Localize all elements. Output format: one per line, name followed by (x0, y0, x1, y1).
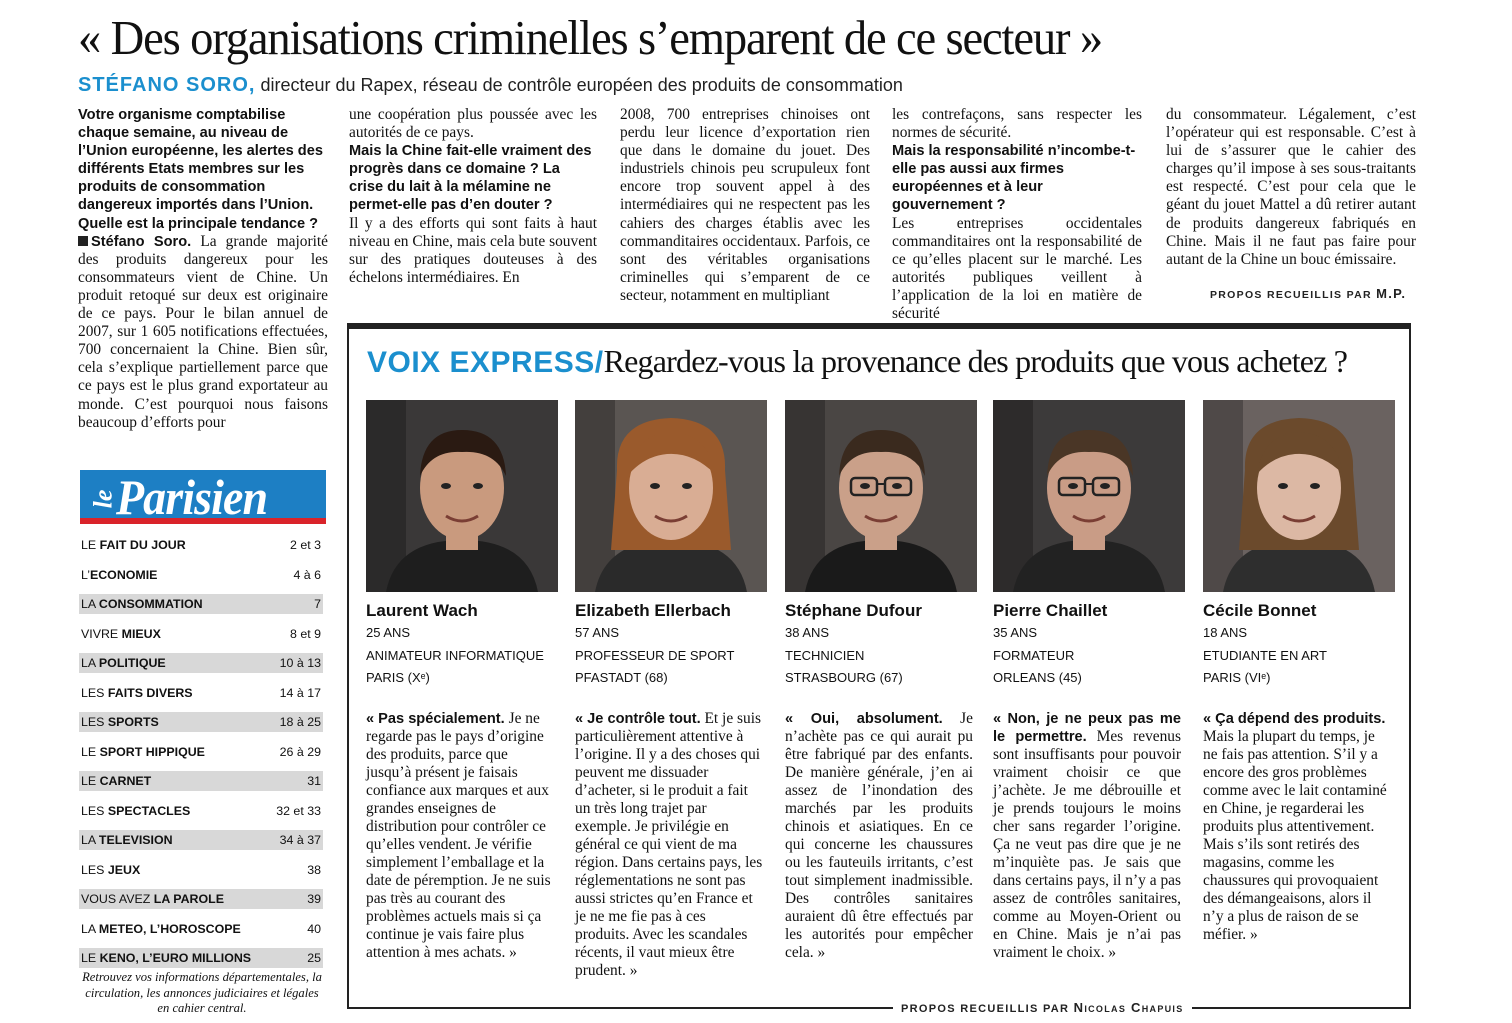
toc-label (81, 683, 193, 703)
toc-label-bold: MIEUX (121, 626, 161, 641)
toc-label-bold: SPORTS (107, 715, 159, 729)
toc-row (77, 860, 325, 890)
toc-label-bold: CARNET (99, 774, 152, 788)
quote-lead: « Pas spécialement. (366, 711, 505, 727)
toc-label (81, 830, 173, 850)
toc-label-bold: FAITS DIVERS (107, 685, 193, 700)
article-column-5 (1166, 106, 1416, 269)
article-credit (1210, 286, 1406, 301)
toc-row-inner (79, 742, 323, 762)
portrait-photo (785, 400, 977, 592)
toc-label-prefix: LE (81, 774, 100, 788)
toc-row (77, 771, 325, 801)
byline-role: directeur du Rapex, réseau de contrôle européen des produits de consommation (260, 75, 903, 95)
person-name: Stéphane Dufour (785, 601, 922, 620)
toc-page: 40 (307, 921, 321, 936)
quote-text: Je n’achète pas ce qui aurait pu être fabriqué par des enfants. De manière générale, j’en ai assez de l’inondation des marchés par les produits chinois et asiatiques. En ce qui concerne les chaussures ou les fauteuils irritants, c’est tout simplement inadmissible. Des contrôles sanitaires auraient dû être effectués par les autorités pour empêcher cela. » (785, 710, 973, 961)
person-age: 18 ANS (1203, 625, 1248, 640)
vox-credit (893, 1000, 1192, 1015)
toc-row-inner (79, 653, 323, 673)
toc-label (81, 948, 251, 968)
toc-page: 8 et 9 (289, 626, 321, 641)
vox-credit-prefix: PROPOS RECUEILLIS PAR (901, 1003, 1070, 1015)
logo-word: Parisien (116, 470, 268, 524)
toc-label (81, 742, 205, 762)
toc-label (81, 771, 151, 791)
toc-label-prefix: LA (81, 656, 99, 670)
person-quote (993, 710, 1181, 962)
toc-label (81, 535, 186, 555)
toc-row (77, 683, 325, 713)
person-city: PARIS (VIᵉ) (1203, 670, 1271, 685)
toc-row (77, 712, 325, 742)
toc-row-inner (79, 712, 323, 732)
vox-person (366, 400, 558, 961)
toc-page: 31 (307, 774, 321, 788)
toc-label-prefix: VOUS AVEZ (81, 892, 154, 906)
toc-page: 4 à 6 (293, 567, 321, 582)
toc-label (81, 565, 157, 585)
byline (78, 74, 903, 97)
toc-page: 18 à 25 (279, 715, 321, 729)
toc-label-prefix: LES (81, 685, 108, 700)
le-parisien-logo (80, 470, 326, 524)
portrait-photo (575, 400, 767, 592)
toc-label-prefix: LES (81, 803, 108, 818)
toc-label (81, 712, 159, 732)
person-age: 38 ANS (785, 625, 830, 640)
person-job: ANIMATEUR INFORMATIQUE (366, 647, 544, 663)
toc-label-prefix: LE (81, 744, 100, 759)
toc-row-inner (79, 535, 323, 555)
toc-label-prefix: LES (81, 715, 108, 729)
toc-row (77, 535, 325, 565)
quote-text: Mais la plupart du temps, je ne fais pas attention. S’il y a encore des gros problèmes comme avec le lait contaminé en Chine, je regarderai les produits plus attentivement. Mais s’ils sont retirés des magasins, comme les chaussures qui provoquaient des démangeaisons, alors il n’y a plus de raison de se méfier. » (1203, 728, 1387, 943)
vox-credit-name: Nicolas Chapuis (1073, 1000, 1184, 1015)
square-bullet-icon (78, 236, 88, 246)
toc-label-prefix: LE (81, 538, 100, 552)
person-city: ORLEANS (45) (993, 670, 1082, 685)
article-credit-prefix: PROPOS RECUEILLIS PAR (1210, 289, 1372, 301)
vox-person (785, 400, 977, 961)
voix-express-label: VOIX EXPRESS/ (367, 346, 604, 379)
answer-2-continued: 2008, 700 entreprises chinoises ont perdu leur licence d’exportation rien que dans le domaine du jouet. Des industriels chinois peu scrupuleux font encore trop souvent appel à des intermédiaires qui ne respectent pas les cahiers des charges établis avec les commanditaires occidentaux. Parfois, ce sont des véritables organisations criminelles qui s’emparent de ce secteur, notamment en multipliant (620, 106, 870, 304)
toc-label (81, 801, 190, 821)
person-quote (1203, 710, 1391, 944)
toc-label (81, 594, 203, 614)
vox-person (575, 400, 767, 979)
person-city: PARIS (Xᵉ) (366, 670, 430, 685)
person-name: Laurent Wach (366, 601, 478, 620)
voix-express-question: Regardez-vous la provenance des produits que vous achetez ? (603, 343, 1348, 379)
toc-page: 39 (307, 892, 321, 906)
toc-page: 7 (314, 597, 321, 611)
quote-text: Et je suis particulièrement attentive à l’origine. Il y a des choses qui peuvent me dissuader d’acheter, si le produit a fait un très long trajet par exemple. Je privilégie en général ce qui vient de ma région. Dans certains pays, les réglementations ne sont pas aussi strictes qu’en France et je ne me fie pas à ces produits. Avec les scandales récents, il vaut mieux être prudent. » (575, 710, 763, 979)
toc-page: 14 à 17 (279, 685, 321, 700)
toc-label-prefix: LA (81, 833, 99, 847)
person-job: ETUDIANTE EN ART (1203, 647, 1328, 663)
vox-person (1203, 400, 1395, 943)
article-column-4 (892, 106, 1142, 323)
toc-row-inner (79, 889, 323, 909)
toc-page: 2 et 3 (289, 538, 321, 552)
person-age: 35 ANS (993, 625, 1038, 640)
toc-label (81, 889, 224, 909)
toc-label-bold: JEUX (107, 862, 141, 877)
toc-label-bold: LA PAROLE (153, 892, 224, 906)
toc-row-inner (79, 594, 323, 614)
toc-label-prefix: LES (81, 862, 108, 877)
answer-2-end: les contrefaçons, sans respecter les normes de sécurité. (892, 106, 1142, 142)
quote-text: Je ne regarde pas le pays d’origine des produits, parce que jusqu’à présent je faisais confiance aux marques et aux grandes enseignes de distribution pour contrôler ce qu’elles vendent. Je vérifie simplement l’emballage et la date de péremption. Je ne suis pas très au courant des problèmes actuels mais si ça continue je vais faire plus attention à mes achats. » (366, 710, 551, 961)
question-2: Mais la Chine fait-elle vraiment des progrès dans ce domaine ? La crise du lait à la mélamine ne permet-elle pas d’en douter ? (349, 143, 592, 214)
answer-1 (78, 233, 328, 432)
toc-label-prefix: L’ (81, 567, 90, 582)
byline-name: STÉFANO SORO, (78, 74, 256, 96)
toc-row (77, 889, 325, 919)
toc-label-bold: SPECTACLES (107, 803, 191, 818)
toc-page: 34 à 37 (279, 833, 321, 847)
toc-row (77, 742, 325, 772)
toc-label-bold: TELEVISION (98, 833, 173, 847)
article-credit-name: M.P. (1376, 286, 1407, 301)
toc-label-bold: KENO, L’EURO MILLIONS (99, 951, 252, 965)
toc-row-inner (79, 624, 323, 644)
person-name: Pierre Chaillet (993, 601, 1108, 620)
toc-label-bold: FAIT DU JOUR (99, 538, 186, 552)
toc-row-inner (79, 860, 323, 880)
toc-row (77, 565, 325, 595)
answer-1-text: La grande majorité des produits dangereux pour les consommateurs vient de Chine. Un produit retoqué sur deux est originaire de ce pays. Pour le bilan annuel de 2007, sur 1 605 notifications effectuées, 700 concernaient la Chine. Bien sûr, cela s’explique partiellement parce que ce pays est le plus grand exportateur au monde. C’est pourquoi nous faisons beaucoup d’efforts pour (78, 232, 328, 431)
person-city: PFASTADT (68) (575, 670, 668, 685)
toc-page: 26 à 29 (279, 744, 321, 759)
toc-page: 10 à 13 (279, 656, 321, 670)
question-1: Votre organisme comptabilise chaque semaine, au niveau de l’Union européenne, les alertes des différents Etats membres sur les produits de consommation dangereux importés dans l’Union. Quelle est la principale tendance ? (78, 107, 323, 232)
toc-row-inner (79, 771, 323, 791)
answer-3-continued: du consommateur. Légalement, c’est l’opérateur qui est responsable. C’est à lui de s’assurer que le cahier des charges qu’il impose à ses sous-traitants est respecté. C’est pour cela que le géant du jouet Mattel a dû retirer autant de produits dangereux fabriqués en Chine. Mais il ne faut pas faire pour autant de la Chine un bouc émissaire. (1166, 106, 1416, 268)
toc-page: 32 et 33 (276, 803, 321, 818)
answer-3: Les entreprises occidentales commanditaires ont la responsabilité de ce qu’elles placent sur le marché. Les autorités publiques veillent à l’application de la loi en matière de sécurité (892, 214, 1142, 323)
person-age: 57 ANS (575, 625, 620, 640)
toc-label-bold: POLITIQUE (98, 656, 166, 670)
logo-le: le (88, 489, 118, 509)
article-column-2 (349, 106, 597, 287)
quote-lead: « Ça dépend des produits. (1203, 711, 1386, 727)
toc-label (81, 919, 241, 939)
portrait-photo (366, 400, 558, 592)
toc-label-bold: SPORT HIPPIQUE (99, 744, 205, 759)
portrait-photo (993, 400, 1185, 592)
toc-page: 25 (307, 951, 321, 965)
person-name: Elizabeth Ellerbach (575, 601, 731, 620)
person-quote (575, 710, 763, 980)
person-job: PROFESSEUR DE SPORT (575, 647, 735, 663)
person-quote (366, 710, 554, 962)
toc-label (81, 624, 161, 644)
toc-row-inner (79, 919, 323, 939)
toc-label-bold: ECONOMIE (89, 567, 158, 582)
person-job: FORMATEUR (993, 647, 1075, 663)
person-name: Cécile Bonnet (1203, 601, 1317, 620)
toc-label-bold: CONSOMMATION (98, 597, 203, 611)
toc-label-prefix: LA (81, 597, 99, 611)
article-column-1 (78, 106, 328, 432)
portrait-photo (1203, 400, 1395, 592)
person-job: TECHNICIEN (785, 647, 865, 663)
toc-row (77, 653, 325, 683)
toc-row-inner (79, 830, 323, 850)
voix-express-title (367, 343, 1347, 380)
toc-page: 38 (307, 862, 321, 877)
article-column-3 (620, 106, 870, 305)
interviewee-name: Stéfano Soro. (91, 233, 192, 250)
question-3: Mais la responsabilité n’incombe-t-elle pas aussi aux firmes européennes et à leur gouvernement ? (892, 143, 1136, 214)
toc-label-prefix: VIVRE (81, 626, 122, 641)
quote-lead: « Oui, absolument. (785, 711, 943, 727)
toc-label (81, 860, 140, 880)
answer-1-continued: une coopération plus poussée avec les autorités de ce pays. (349, 106, 597, 142)
quote-lead: « Je contrôle tout. (575, 711, 701, 727)
toc-label (81, 653, 166, 673)
person-quote (785, 710, 973, 962)
toc-note: Retrouvez vos informations départementales, la circulation, les annonces judiciaires et légales en cahier central. (82, 970, 322, 1015)
toc-label-prefix: LE (81, 951, 100, 965)
headline: « Des organisations criminelles s’emparent de ce secteur » (78, 10, 1102, 65)
toc-row-inner (79, 948, 323, 968)
table-of-contents (77, 535, 325, 978)
answer-2: Il y a des efforts qui sont faits à haut niveau en Chine, mais cela bute souvent sur des pratiques douteuses à des échelons intermédiaires. En (349, 214, 597, 286)
quote-lead: « Non, je ne peux pas me le permettre. (993, 711, 1181, 745)
toc-row (77, 624, 325, 654)
toc-row-inner (79, 565, 323, 585)
vox-person (993, 400, 1185, 961)
toc-label-prefix: LA (81, 921, 99, 936)
toc-row-inner (79, 801, 323, 821)
person-age: 25 ANS (366, 625, 411, 640)
toc-row (77, 830, 325, 860)
quote-text: Mes revenus sont insuffisants pour pouvoir vraiment choisir ce que j’achète. Je me débrouille et je prends toujours le moins cher sans regarder l’origine. Ça ne veut pas dire que je ne m’inquiète pas. Je sais que dans certains pays, il n’y a pas assez de contrôles sanitaires, comme au Moyen-Orient ou en Chine. Mais je n’ai pas vraiment le choix. » (993, 728, 1181, 961)
toc-row (77, 801, 325, 831)
toc-row (77, 919, 325, 949)
toc-row (77, 594, 325, 624)
toc-row-inner (79, 683, 323, 703)
person-city: STRASBOURG (67) (785, 670, 903, 685)
toc-label-bold: METEO, L’HOROSCOPE (98, 921, 241, 936)
